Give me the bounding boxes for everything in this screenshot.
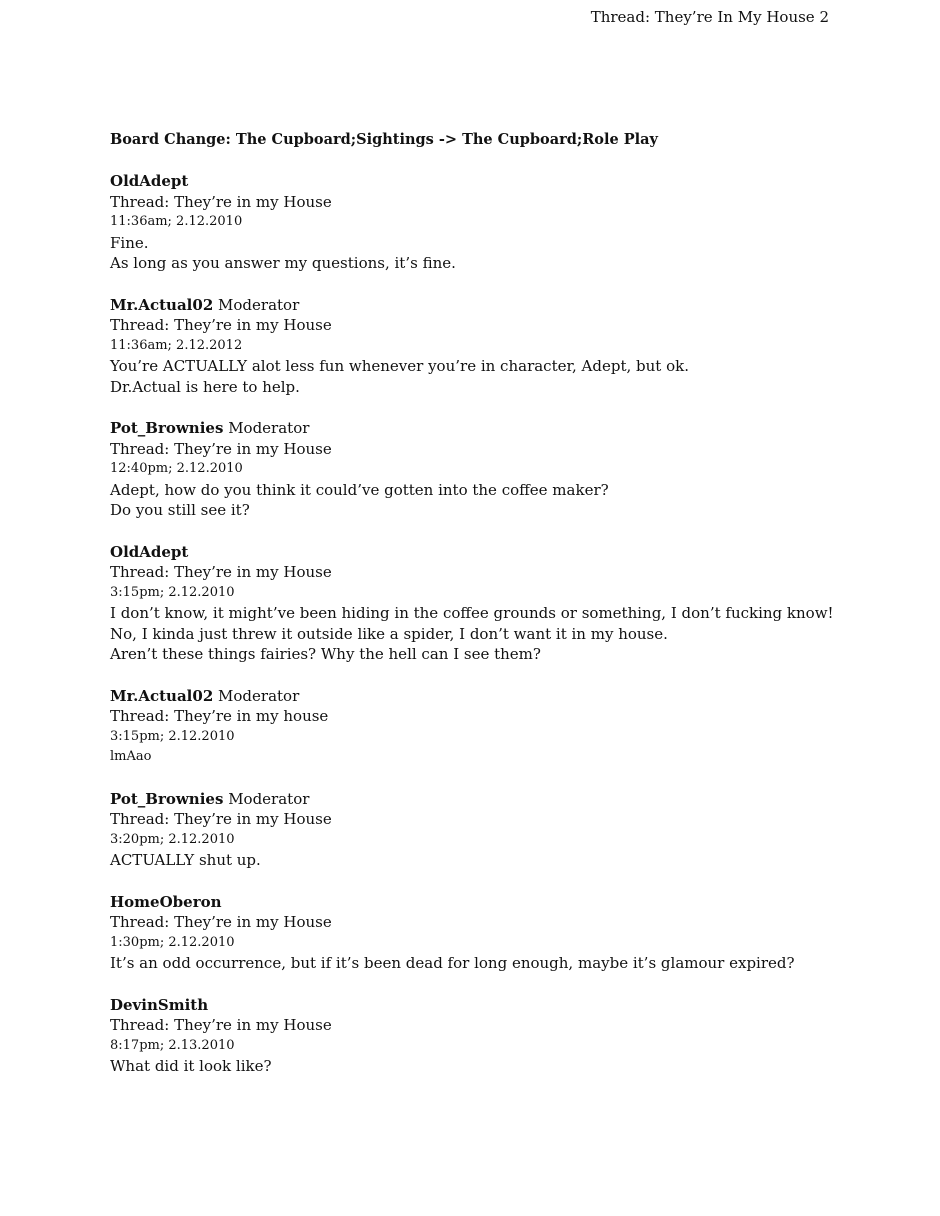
page-header-title: Thread: They’re In My House 2: [590, 8, 829, 26]
post-body-line: No, I kinda just threw it outside like a spider, I don’t want it in my house.: [110, 624, 668, 643]
post-author-role: Moderator: [228, 419, 310, 437]
post-body-line: You’re ACTUALLY alot less fun whenever you’re in character, Adept, but ok.: [110, 357, 689, 375]
post-timestamp: 11:36am; 2.12.2010: [110, 214, 243, 229]
post-body-line: Aren’t these things fairies? Why the hell can I see them?: [110, 645, 541, 663]
post-thread: Thread: They’re in my House: [110, 439, 332, 458]
post-body-line: lmAao: [110, 749, 152, 764]
post-author: OldAdept: [110, 172, 189, 190]
post-body-line: ACTUALLY shut up.: [110, 851, 261, 869]
post-author-line: [110, 171, 870, 192]
post-author-role: Moderator: [218, 686, 300, 705]
post: [110, 418, 870, 521]
document-body: [110, 130, 870, 1098]
post: [110, 789, 870, 871]
post-timestamp: 12:40pm; 2.12.2010: [110, 461, 243, 476]
post-timestamp: 1:30pm; 2.12.2010: [110, 934, 235, 950]
post-thread: Thread: They’re in my House: [110, 913, 332, 931]
post-timestamp: 11:36am; 2.12.2012: [110, 337, 243, 353]
post-thread: Thread: They’re in my House: [110, 1016, 332, 1034]
post-author: DevinSmith: [110, 995, 209, 1014]
post: [110, 686, 870, 768]
post-thread: Thread: They’re in my House: [110, 563, 332, 581]
post-thread: Thread: They’re in my House: [110, 192, 332, 211]
post-thread: Thread: They’re in my house: [110, 707, 329, 725]
post-body-line: It’s an odd occurrence, but if it’s been dead for long enough, maybe it’s glamour expired?: [110, 954, 795, 972]
post: [110, 995, 870, 1077]
post-author-line: [110, 789, 870, 810]
post-timestamp: 3:15pm; 2.12.2010: [110, 728, 235, 744]
post: [110, 542, 870, 665]
post-body-line: Do you still see it?: [110, 501, 250, 519]
post-timestamp: 8:17pm; 2.13.2010: [110, 1037, 235, 1053]
post-author-line: [110, 892, 870, 913]
board-change-notice: Board Change: The Cupboard;Sightings -> The Cupboard;Role Play: [110, 131, 658, 148]
post: [110, 892, 870, 974]
post-author: Mr.Actual02: [110, 686, 214, 705]
post-author: Mr.Actual02: [110, 295, 214, 314]
post-author-role: Moderator: [228, 789, 310, 808]
post-author-role: Moderator: [218, 295, 300, 314]
post-author: OldAdept: [110, 542, 189, 561]
post-thread: Thread: They’re in my House: [110, 316, 332, 334]
post: [110, 295, 870, 398]
post-body-line: Adept, how do you think it could’ve gotten into the coffee maker?: [110, 480, 609, 499]
post-timestamp: 3:15pm; 2.12.2010: [110, 584, 235, 600]
post-author-line: [110, 686, 870, 707]
post-body-line: What did it look like?: [110, 1057, 272, 1075]
post-body-line: I don’t know, it might’ve been hiding in the coffee grounds or something, I don’t fucking know!: [110, 604, 834, 622]
post-body-line: Fine.: [110, 233, 149, 252]
post-author-line: [110, 995, 870, 1016]
post-author: Pot_Brownies: [110, 789, 224, 808]
post-author-line: [110, 542, 870, 563]
post-author: Pot_Brownies: [110, 419, 224, 437]
post-author: HomeOberon: [110, 892, 222, 911]
post-body-line: Dr.Actual is here to help.: [110, 377, 300, 396]
post-author-line: [110, 418, 870, 439]
post-timestamp: 3:20pm; 2.12.2010: [110, 831, 235, 847]
post-thread: Thread: They’re in my House: [110, 810, 332, 828]
post: [110, 171, 870, 274]
post-body-line: As long as you answer my questions, it’s fine.: [110, 254, 456, 272]
post-author-line: [110, 295, 870, 316]
